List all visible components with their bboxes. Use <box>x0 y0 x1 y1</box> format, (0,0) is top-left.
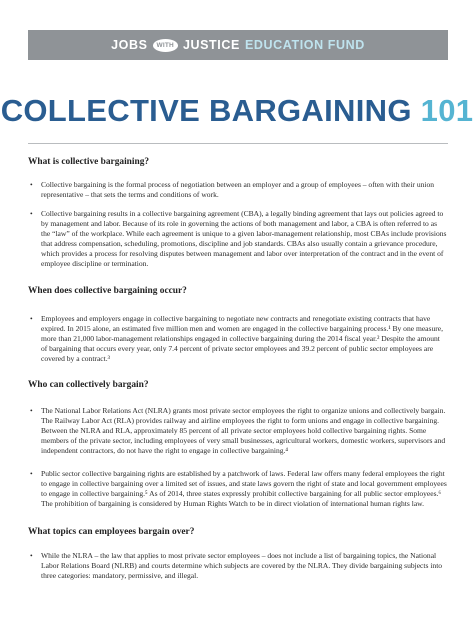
bullet-item <box>28 209 448 270</box>
header-banner <box>28 30 448 60</box>
title-number: 101 <box>420 93 474 128</box>
bullet-text: Public sector collective bargaining rights are established by a patchwork of laws. Federal law offers many federal employees the right to engage in collective bargaining over a limited set of issues, and state laws govern the right of state and local government employees to engage in collective bargaining.⁵ As of 2014, three states expressly prohibit collective bargaining for all public sector employees.⁶ The prohibition of bargaining is considered by Human Rights Watch to be in direct violation of international human rights law. <box>41 469 447 509</box>
brand-jobs: JOBS <box>111 38 148 52</box>
brand-logo <box>111 38 365 52</box>
bullet-text: Employees and employers engage in collective bargaining to negotiate new contracts and renegotiate existing contracts that have expired. In 2015 alone, an estimated five million men and women are engaged in the collective bargaining process.¹ By one measure, more than 21,000 labor-management relationships engaged in collective bargaining during the 2014 fiscal year.² Despite the amount of bargaining that occurs every year, only 7.4 percent of private sector employees and 39.2 percent of public sector employees are covered by a contract.³ <box>41 314 443 364</box>
brand-justice: JUSTICE <box>182 38 240 52</box>
bullet-item <box>28 180 448 200</box>
page-title <box>0 93 474 129</box>
section-heading-when: When does collective bargaining occur? <box>28 286 187 296</box>
brand-education-fund: EDUCATION FUND <box>244 38 365 52</box>
title-divider <box>28 143 448 144</box>
bullet-marker: • <box>30 551 33 560</box>
bullet-item <box>28 406 448 456</box>
bullet-text: While the NLRA – the law that applies to most private sector employees – does not include a list of bargaining topics, the National Labor Relations Board (NLRB) and courts determine which subjects are covered by the NLRA. They divide bargaining subjects into three categories: mandatory, permissive, and illegal. <box>41 551 443 581</box>
bullet-text: The National Labor Relations Act (NLRA) grants most private sector employees the right to organize unions and collectively bargain. The Railway Labor Act (RLA) provides railway and airline employees the right to form unions and engage in collective bargaining. Between the NLRA and RLA, approximately 85 percent of all private sector employees hold collective bargaining rights. Some members of the private sector, including employees of very small businesses, agricultural workers, domestic workers, supervisors and independent contractors, do not have the right to engage in collective bargaining.⁴ <box>41 406 446 456</box>
section-heading-topics: What topics can employees bargain over? <box>28 527 195 537</box>
brand-with-badge: WITH <box>153 39 178 52</box>
bullet-marker: • <box>30 406 33 415</box>
section-heading-who: Who can collectively bargain? <box>28 380 149 390</box>
bullet-text: Collective bargaining is the formal process of negotiation between an employer and a group of employees – often with their union representative – that sets the terms and conditions of work. <box>41 180 435 200</box>
bullet-item <box>28 551 448 581</box>
section-heading-what: What is collective bargaining? <box>28 157 150 167</box>
bullet-marker: • <box>30 180 33 189</box>
title-main: COLLECTIVE BARGAINING <box>0 93 412 128</box>
bullet-marker: • <box>30 209 33 218</box>
bullet-item <box>28 314 448 364</box>
bullet-text: Collective bargaining results in a collective bargaining agreement (CBA), a legally binding agreement that lays out policies agreed to by management and labor. Because of its role in governing the actions of both management and labor, a CBA is often referred to as the “law” of the workplace. While each agreement is unique to a given labor-management relationship, most CBAs include provisions that address compensation, scheduling, promotions, discipline and job standards. CBAs also usually contain a grievance procedure, which provides a process for resolving disputes between management and labor over interpretation of the contract and in the event of employee discipline or termination. <box>41 209 447 269</box>
bullet-marker: • <box>30 469 33 478</box>
bullet-item <box>28 469 448 509</box>
bullet-marker: • <box>30 314 33 323</box>
